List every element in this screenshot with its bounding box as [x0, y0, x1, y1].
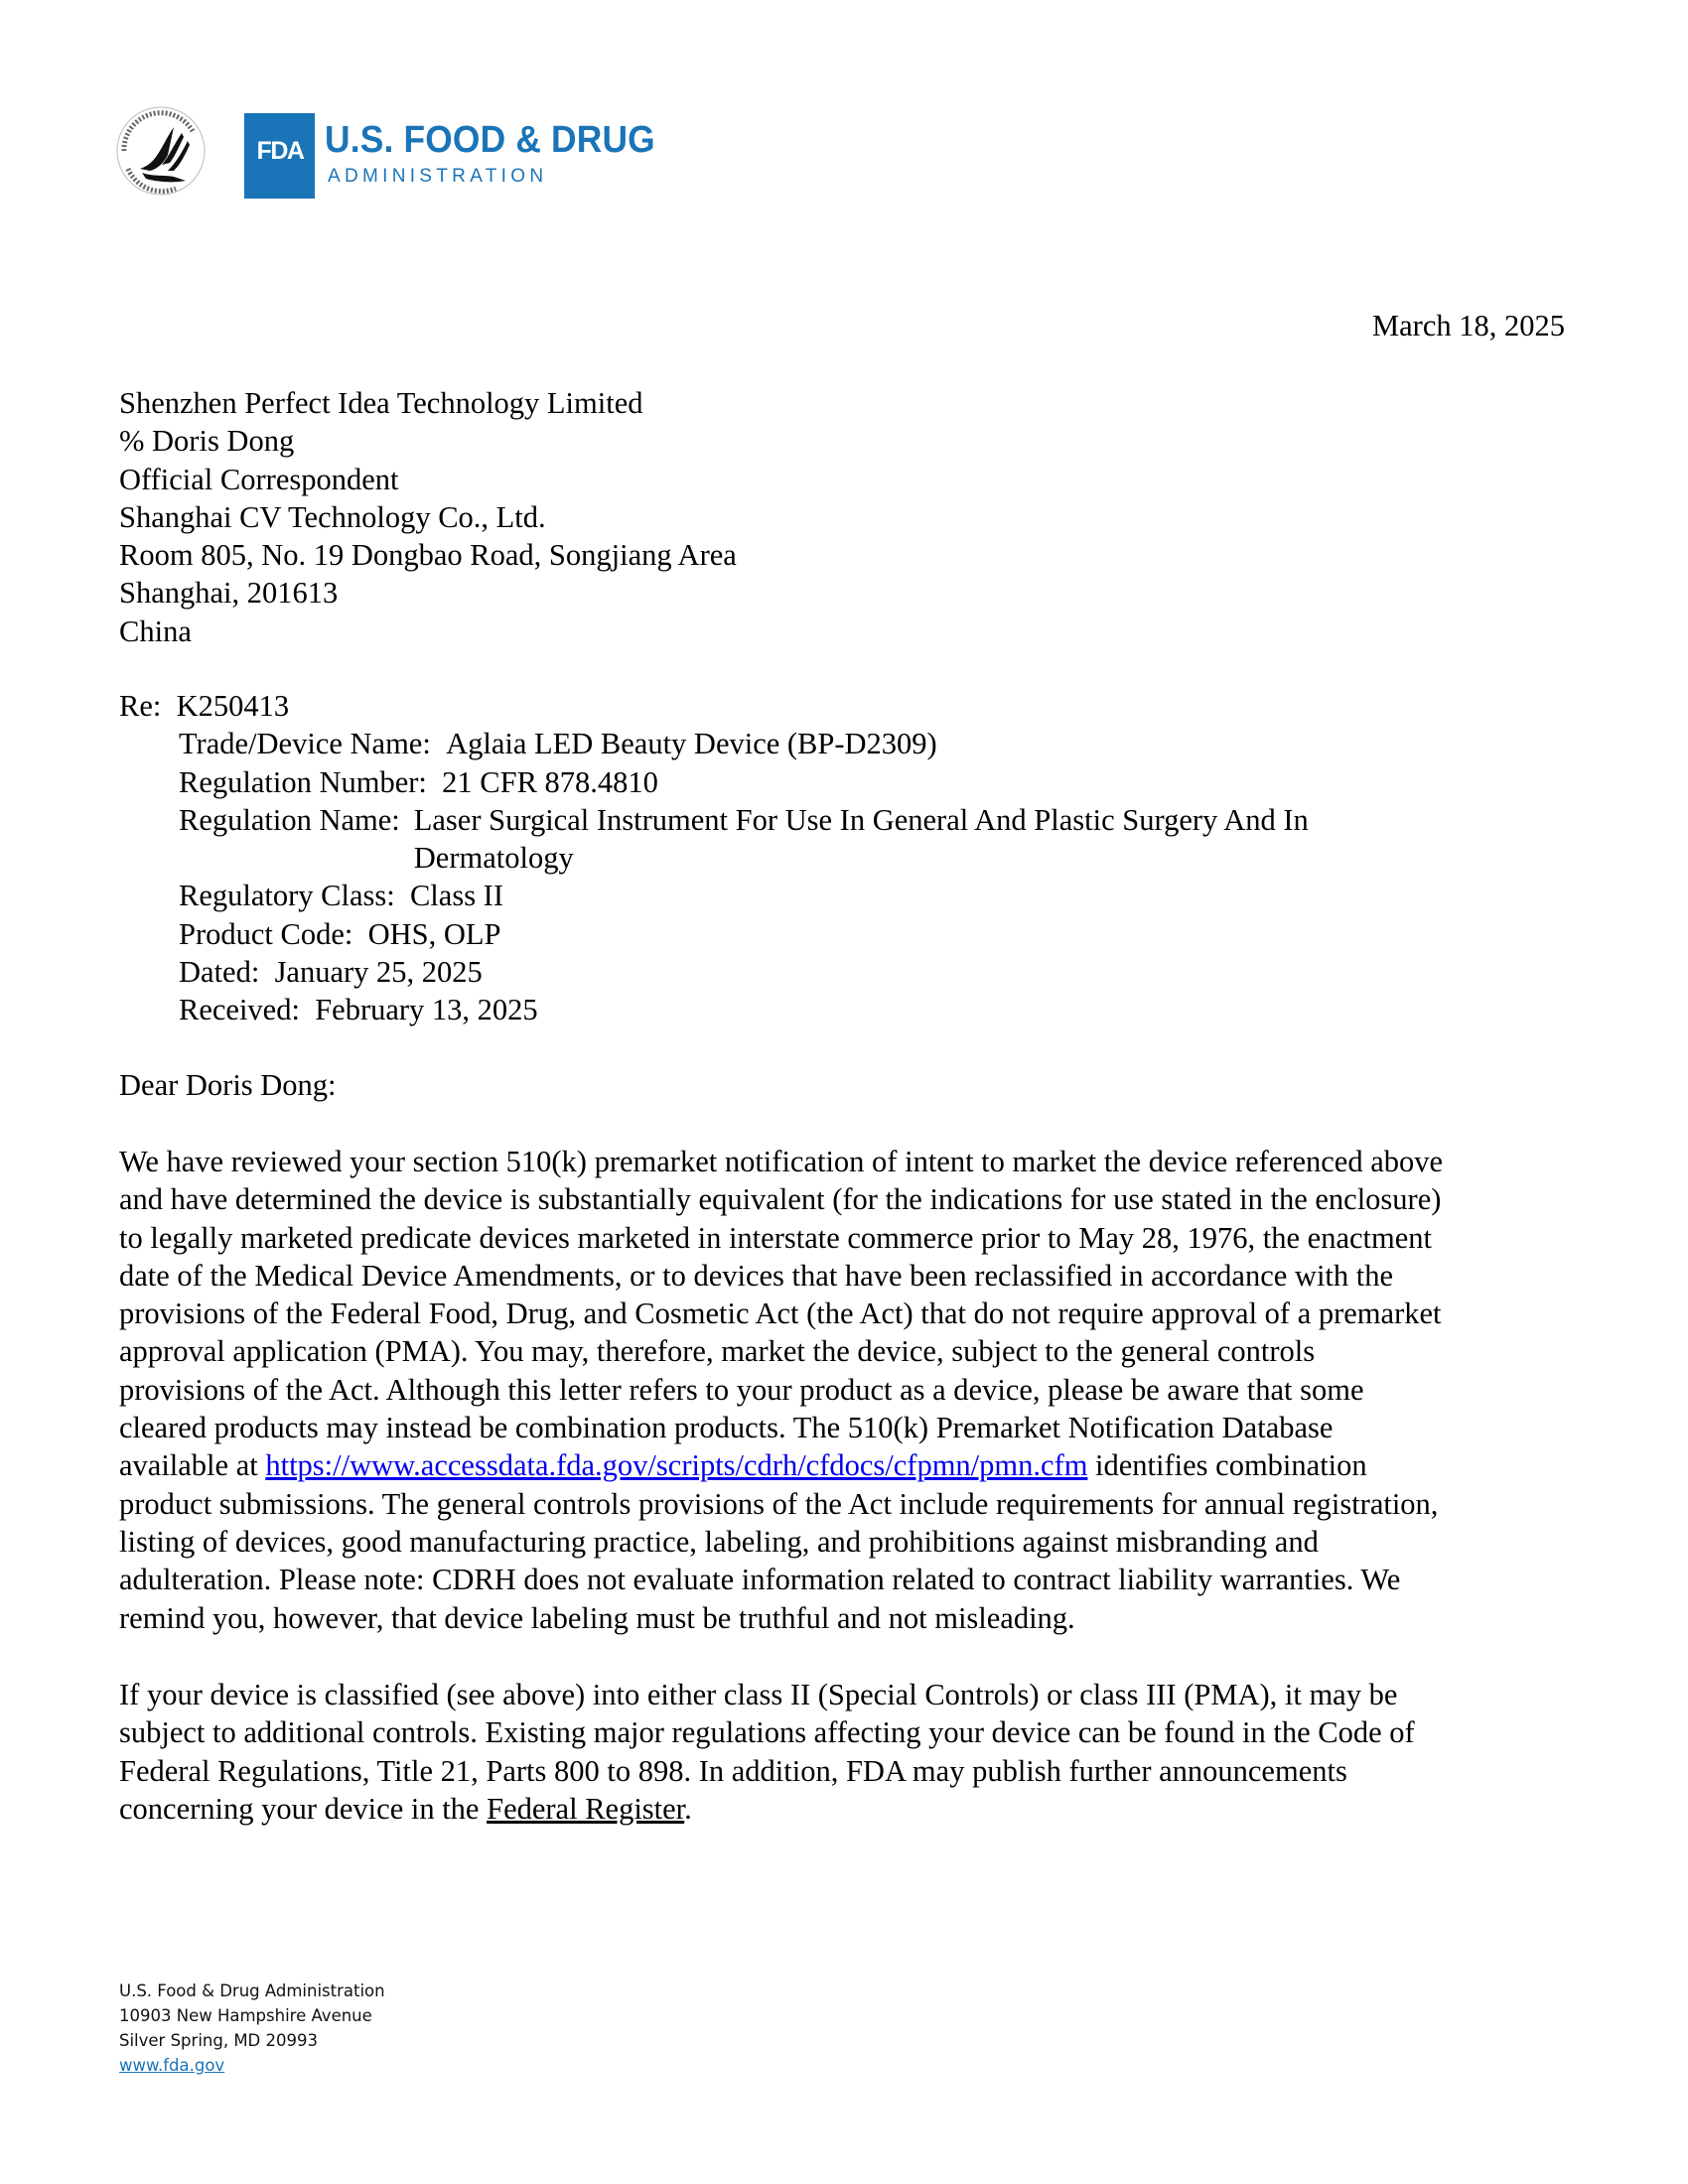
- address-line: % Doris Dong: [119, 424, 295, 459]
- paragraph-line: approval application (PMA). You may, therefore, market the device, subject to the general controls: [119, 1334, 1316, 1369]
- address-line: China: [119, 614, 192, 648]
- received-value: February 13, 2025: [315, 993, 538, 1027]
- paragraph-line: to legally marketed predicate devices marketed in interstate commerce prior to May 28, 1976, the enactment: [119, 1220, 1432, 1255]
- product-code-label: Product Code:: [179, 916, 353, 951]
- pmn-database-link[interactable]: https://www.accessdata.fda.gov/scripts/cdrh/cfdocs/cfpmn/pmn.cfm: [265, 1448, 1088, 1483]
- fda-logo-box: [244, 113, 315, 199]
- regulation-number-value: 21 CFR 878.4810: [442, 764, 658, 799]
- reference-block: [119, 687, 1309, 1029]
- regulatory-class-value: Class II: [409, 879, 504, 913]
- paragraph-line: subject to additional controls. Existing major regulations affecting your device can be found in the Code of: [119, 1715, 1415, 1750]
- regulation-name-value: [414, 801, 1309, 878]
- body-paragraph-2: [119, 1676, 1569, 1828]
- paragraph-line: provisions of the Federal Food, Drug, and Cosmetic Act (the Act) that do not require approval of a premarket: [119, 1297, 1442, 1331]
- paragraph-line: product submissions. The general controls provisions of the Act include requirements for annual registration,: [119, 1486, 1439, 1521]
- regulation-name-value-line: Dermatology: [413, 841, 574, 876]
- paragraph-line: If your device is classified (see above) into either class II (Special Controls) or class III (PMA), it may be: [119, 1678, 1398, 1711]
- paragraph-line: remind you, however, that device labeling must be truthful and not misleading.: [119, 1600, 1075, 1635]
- regulatory-class-label: Regulatory Class:: [179, 879, 395, 913]
- dated-label: Dated:: [179, 955, 260, 990]
- body-paragraph-1: [119, 1143, 1569, 1637]
- footer-street: 10903 New Hampshire Avenue: [119, 2006, 372, 2025]
- product-code-row: [119, 915, 1309, 953]
- link-suffix-text: .: [684, 1791, 692, 1826]
- address-line: Shanghai CV Technology Co., Ltd.: [119, 499, 546, 534]
- salutation: Dear Doris Dong:: [119, 1068, 337, 1102]
- hhs-seal-icon: [114, 103, 208, 199]
- paragraph-line: date of the Medical Device Amendments, or to devices that have been reclassified in accordance with the: [119, 1258, 1394, 1293]
- agency-subtitle: ADMINISTRATION: [328, 166, 548, 187]
- paragraph-line: Federal Regulations, Title 21, Parts 800 to 898. In addition, FDA may publish further announcements: [119, 1753, 1347, 1788]
- link-prefix-text: concerning your device in the: [119, 1791, 488, 1826]
- regulation-number-label: Regulation Number:: [179, 764, 427, 799]
- regulatory-class-row: [119, 877, 1309, 914]
- k-number: K250413: [176, 689, 290, 723]
- paragraph-line: listing of devices, good manufacturing practice, labeling, and prohibitions against misbranding and: [119, 1524, 1319, 1559]
- reference-number-line: [119, 687, 1309, 725]
- trade-name-value: Aglaia LED Beauty Device (BP-D2309): [446, 727, 937, 761]
- paragraph-line: We have reviewed your section 510(k) premarket notification of intent to market the device referenced above: [119, 1145, 1444, 1178]
- footer-address: [119, 1979, 385, 2078]
- address-line: Official Correspondent: [119, 462, 399, 496]
- address-line: Shenzhen Perfect Idea Technology Limited: [119, 386, 643, 420]
- re-label: Re:: [119, 689, 162, 723]
- federal-register-link[interactable]: Federal Register: [487, 1791, 685, 1826]
- trade-name-row: [119, 725, 1309, 762]
- fda-logo-label: FDA: [256, 137, 304, 165]
- footer-org: U.S. Food & Drug Administration: [119, 1981, 385, 2000]
- address-line: Shanghai, 201613: [119, 576, 339, 611]
- paragraph-line-with-link: [119, 1446, 1569, 1484]
- regulation-number-row: [119, 763, 1309, 801]
- letter-date: March 18, 2025: [1372, 309, 1565, 342]
- paragraph-line: adulteration. Please note: CDRH does not evaluate information related to contract liability warranties. We: [119, 1563, 1401, 1597]
- paragraph-line: cleared products may instead be combination products. The 510(k) Premarket Notification Database: [119, 1411, 1334, 1445]
- received-row: [119, 991, 1309, 1028]
- regulation-name-row: [119, 801, 1309, 878]
- dated-row: [119, 953, 1309, 991]
- address-line: Room 805, No. 19 Dongbao Road, Songjiang Area: [119, 538, 737, 573]
- dated-value: January 25, 2025: [274, 955, 483, 990]
- paragraph-line: provisions of the Act. Although this letter refers to your product as a device, please be aware that some: [119, 1372, 1364, 1407]
- footer-city: Silver Spring, MD 20993: [119, 2031, 318, 2050]
- regulation-name-label: Regulation Name:: [179, 802, 400, 837]
- regulation-name-value-line: Laser Surgical Instrument For Use In General And Plastic Surgery And In: [413, 802, 1309, 837]
- trade-name-label: Trade/Device Name:: [179, 727, 431, 761]
- link-suffix-text: identifies combination: [1087, 1448, 1367, 1483]
- paragraph-line-with-link: [119, 1790, 1569, 1828]
- fda-website-link[interactable]: www.fda.gov: [119, 2056, 225, 2075]
- paragraph-line: and have determined the device is substantially equivalent (for the indications for use stated in the enclosure): [119, 1182, 1442, 1217]
- received-label: Received:: [179, 993, 300, 1027]
- recipient-address: [119, 384, 737, 650]
- link-prefix-text: available at: [119, 1448, 266, 1483]
- product-code-value: OHS, OLP: [367, 916, 501, 951]
- agency-title: U.S. FOOD & DRUG: [325, 119, 655, 161]
